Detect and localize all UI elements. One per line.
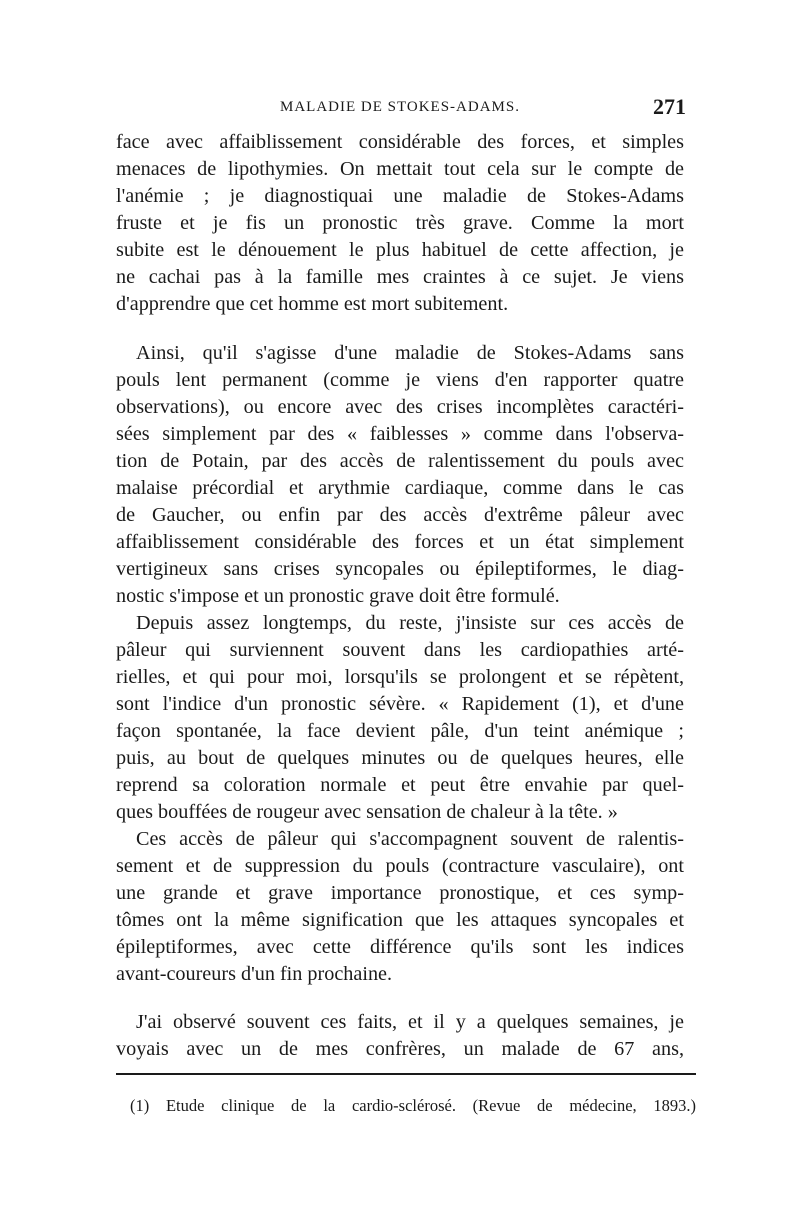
text-line: malaise précordial et arythmie cardiaque, comme dans le cas (116, 477, 684, 499)
footnote: (1) Etude clinique de la cardio-sclérosé. (Revue de médecine, 1893.) (130, 1096, 696, 1115)
text-line: puis, au bout de quelques minutes ou de quelques heures, elle (116, 747, 684, 769)
text-line: Ces accès de pâleur qui s'accompagnent souvent de ralentis- (136, 828, 684, 850)
text-line: menaces de lipothymies. On mettait tout cela sur le compte de (116, 158, 684, 180)
text-line: avant-coureurs d'un fin prochaine. (116, 963, 393, 985)
text-line: sement et de suppression du pouls (contracture vasculaire), ont (116, 855, 684, 877)
text-line: ne cachai pas à la famille mes craintes à ce sujet. Je viens (116, 266, 684, 288)
text-line: l'anémie ; je diagnostiquai une maladie de Stokes-Adams (116, 185, 684, 207)
text-line: face avec affaiblissement considérable des forces, et simples (116, 131, 684, 153)
running-head (116, 96, 684, 120)
text-line: de Gaucher, ou enfin par des accès d'extrême pâleur avec (116, 504, 684, 526)
text-line: sont l'indice d'un pronostic sévère. « Rapidement (1), et d'une (116, 693, 684, 715)
text-line: voyais avec un de mes confrères, un malade de 67 ans, (116, 1038, 684, 1060)
text-line: subite est le dénouement le plus habituel de cette affection, je (116, 239, 684, 261)
text-line: fruste et je fis un pronostic très grave. Comme la mort (116, 212, 684, 234)
text-line: affaiblissement considérable des forces et un état simplement (116, 531, 684, 553)
text-line: nostic s'impose et un pronostic grave doit être formulé. (116, 585, 560, 607)
page-number: 271 (653, 94, 686, 119)
text-line: rielles, et qui pour moi, lorsqu'ils se prolongent et se répètent, (116, 666, 684, 688)
text-line: vertigineux sans crises syncopales ou épileptiformes, le diag- (116, 558, 684, 580)
text-line: sées simplement par des « faiblesses » comme dans l'observa- (116, 423, 684, 445)
text-line: J'ai observé souvent ces faits, et il y a quelques semaines, je (136, 1011, 684, 1033)
text-line: Depuis assez longtemps, du reste, j'insiste sur ces accès de (136, 612, 684, 634)
text-line: tion de Potain, par des accès de ralentissement du pouls avec (116, 450, 684, 472)
text-line: pâleur qui surviennent souvent dans les cardiopathies arté- (116, 639, 684, 661)
text-line: pouls lent permanent (comme je viens d'en rapporter quatre (116, 369, 684, 391)
text-line: tômes ont la même signification que les attaques syncopales et (116, 909, 684, 931)
text-line: façon spontanée, la face devient pâle, d'un teint anémique ; (116, 720, 684, 742)
text-line: épileptiformes, avec cette différence qu'ils sont les indices (116, 936, 684, 958)
footnote-divider (116, 1073, 696, 1075)
running-title: MALADIE DE STOKES-ADAMS. (280, 99, 520, 115)
text-line: Ainsi, qu'il s'agisse d'une maladie de Stokes-Adams sans (136, 342, 684, 364)
text-line: une grande et grave importance pronostique, et ces symp- (116, 882, 684, 904)
text-line: d'apprendre que cet homme est mort subitement. (116, 293, 509, 315)
text-line: observations), ou encore avec des crises incomplètes caractéri- (116, 396, 684, 418)
text-line: reprend sa coloration normale et peut être envahie par quel- (116, 774, 684, 796)
text-line: ques bouffées de rougeur avec sensation de chaleur à la tête. » (116, 801, 618, 823)
